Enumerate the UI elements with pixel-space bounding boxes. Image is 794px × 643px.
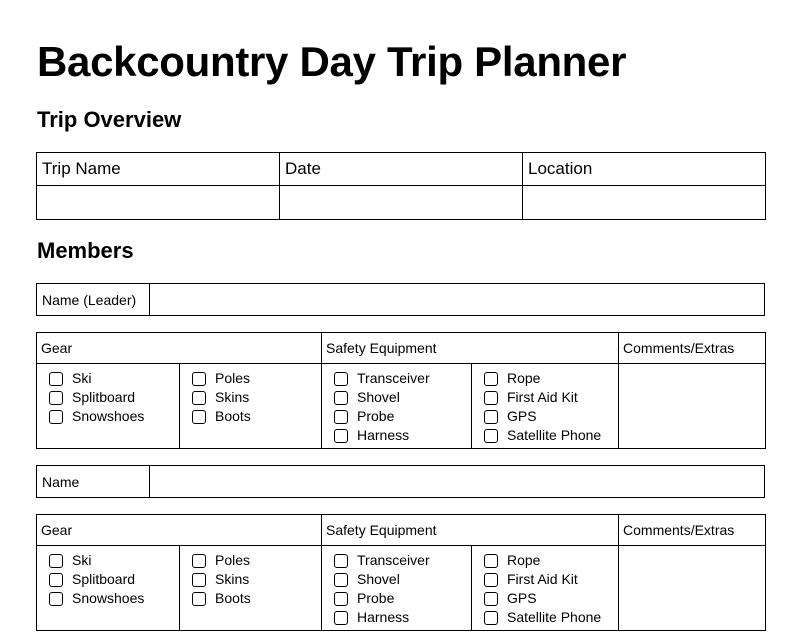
safety-item-rope[interactable]: Rope (484, 551, 618, 570)
checkbox[interactable] (192, 391, 206, 405)
leader-name-label: Name (Leader) (37, 284, 150, 316)
leader-gear-table (36, 332, 766, 449)
gear-item-splitboard[interactable]: Splitboard (49, 388, 179, 407)
checkbox[interactable] (192, 372, 206, 386)
safety-item-gps[interactable]: GPS (484, 407, 618, 426)
members-heading: Members (37, 238, 134, 263)
safety-list-1 (322, 546, 472, 631)
safety-item-satellite-phone[interactable]: Satellite Phone (484, 608, 618, 627)
checkbox[interactable] (49, 410, 63, 424)
gear-list-2 (180, 546, 322, 631)
location-header: Location (523, 153, 766, 186)
safety-list-1 (322, 364, 472, 449)
gear-item-snowshoes[interactable]: Snowshoes (49, 407, 179, 426)
safety-item-first-aid-kit[interactable]: First Aid Kit (484, 388, 618, 407)
comments-field[interactable] (619, 546, 766, 631)
checkbox[interactable] (49, 372, 63, 386)
safety-item-satellite-phone[interactable]: Satellite Phone (484, 426, 618, 445)
safety-equipment-header: Safety Equipment (322, 515, 619, 546)
safety-item-rope[interactable]: Rope (484, 369, 618, 388)
checkbox[interactable] (484, 573, 498, 587)
date-header: Date (280, 153, 523, 186)
safety-item-transceiver[interactable]: Transceiver (334, 551, 471, 570)
checkbox[interactable] (484, 554, 498, 568)
gear-list-1 (37, 546, 180, 631)
safety-item-gps[interactable]: GPS (484, 589, 618, 608)
checkbox[interactable] (49, 573, 63, 587)
checkbox[interactable] (49, 391, 63, 405)
checkbox[interactable] (334, 391, 348, 405)
comments-header: Comments/Extras (619, 515, 766, 546)
trip-overview-table (36, 152, 766, 220)
safety-list-2 (472, 546, 619, 631)
comments-field[interactable] (619, 364, 766, 449)
safety-item-harness[interactable]: Harness (334, 608, 471, 627)
gear-item-skins[interactable]: Skins (192, 570, 321, 589)
checkbox[interactable] (484, 410, 498, 424)
gear-header: Gear (37, 515, 322, 546)
gear-item-ski[interactable]: Ski (49, 551, 179, 570)
trip-overview-heading: Trip Overview (37, 107, 182, 132)
safety-item-shovel[interactable]: Shovel (334, 388, 471, 407)
checkbox[interactable] (192, 410, 206, 424)
checkbox[interactable] (334, 429, 348, 443)
checkbox[interactable] (484, 391, 498, 405)
checkbox[interactable] (49, 554, 63, 568)
gear-item-ski[interactable]: Ski (49, 369, 179, 388)
checkbox[interactable] (192, 573, 206, 587)
checkbox[interactable] (192, 592, 206, 606)
checkbox[interactable] (192, 554, 206, 568)
gear-item-splitboard[interactable]: Splitboard (49, 570, 179, 589)
gear-header: Gear (37, 333, 322, 364)
leader-name-field[interactable] (150, 284, 765, 316)
checkbox[interactable] (334, 611, 348, 625)
checkbox[interactable] (484, 429, 498, 443)
safety-item-first-aid-kit[interactable]: First Aid Kit (484, 570, 618, 589)
page-title: Backcountry Day Trip Planner (37, 38, 627, 85)
comments-header: Comments/Extras (619, 333, 766, 364)
gear-item-boots[interactable]: Boots (192, 589, 321, 608)
checkbox[interactable] (334, 573, 348, 587)
safety-item-transceiver[interactable]: Transceiver (334, 369, 471, 388)
gear-item-boots[interactable]: Boots (192, 407, 321, 426)
date-field[interactable] (280, 186, 523, 220)
member-gear-table (36, 514, 766, 631)
safety-item-shovel[interactable]: Shovel (334, 570, 471, 589)
checkbox[interactable] (484, 611, 498, 625)
checkbox[interactable] (49, 592, 63, 606)
gear-list-2 (180, 364, 322, 449)
safety-equipment-header: Safety Equipment (322, 333, 619, 364)
member-name-field[interactable] (150, 466, 765, 498)
gear-item-poles[interactable]: Poles (192, 551, 321, 570)
leader-name-table (36, 283, 765, 316)
gear-item-poles[interactable]: Poles (192, 369, 321, 388)
location-field[interactable] (523, 186, 766, 220)
checkbox[interactable] (334, 554, 348, 568)
trip-name-header: Trip Name (37, 153, 280, 186)
checkbox[interactable] (334, 410, 348, 424)
trip-name-field[interactable] (37, 186, 280, 220)
checkbox[interactable] (334, 372, 348, 386)
safety-item-probe[interactable]: Probe (334, 589, 471, 608)
safety-list-2 (472, 364, 619, 449)
gear-list-1 (37, 364, 180, 449)
member-name-table (36, 465, 765, 498)
checkbox[interactable] (334, 592, 348, 606)
safety-item-harness[interactable]: Harness (334, 426, 471, 445)
member-name-label: Name (37, 466, 150, 498)
checkbox[interactable] (484, 372, 498, 386)
checkbox[interactable] (484, 592, 498, 606)
gear-item-skins[interactable]: Skins (192, 388, 321, 407)
safety-item-probe[interactable]: Probe (334, 407, 471, 426)
gear-item-snowshoes[interactable]: Snowshoes (49, 589, 179, 608)
